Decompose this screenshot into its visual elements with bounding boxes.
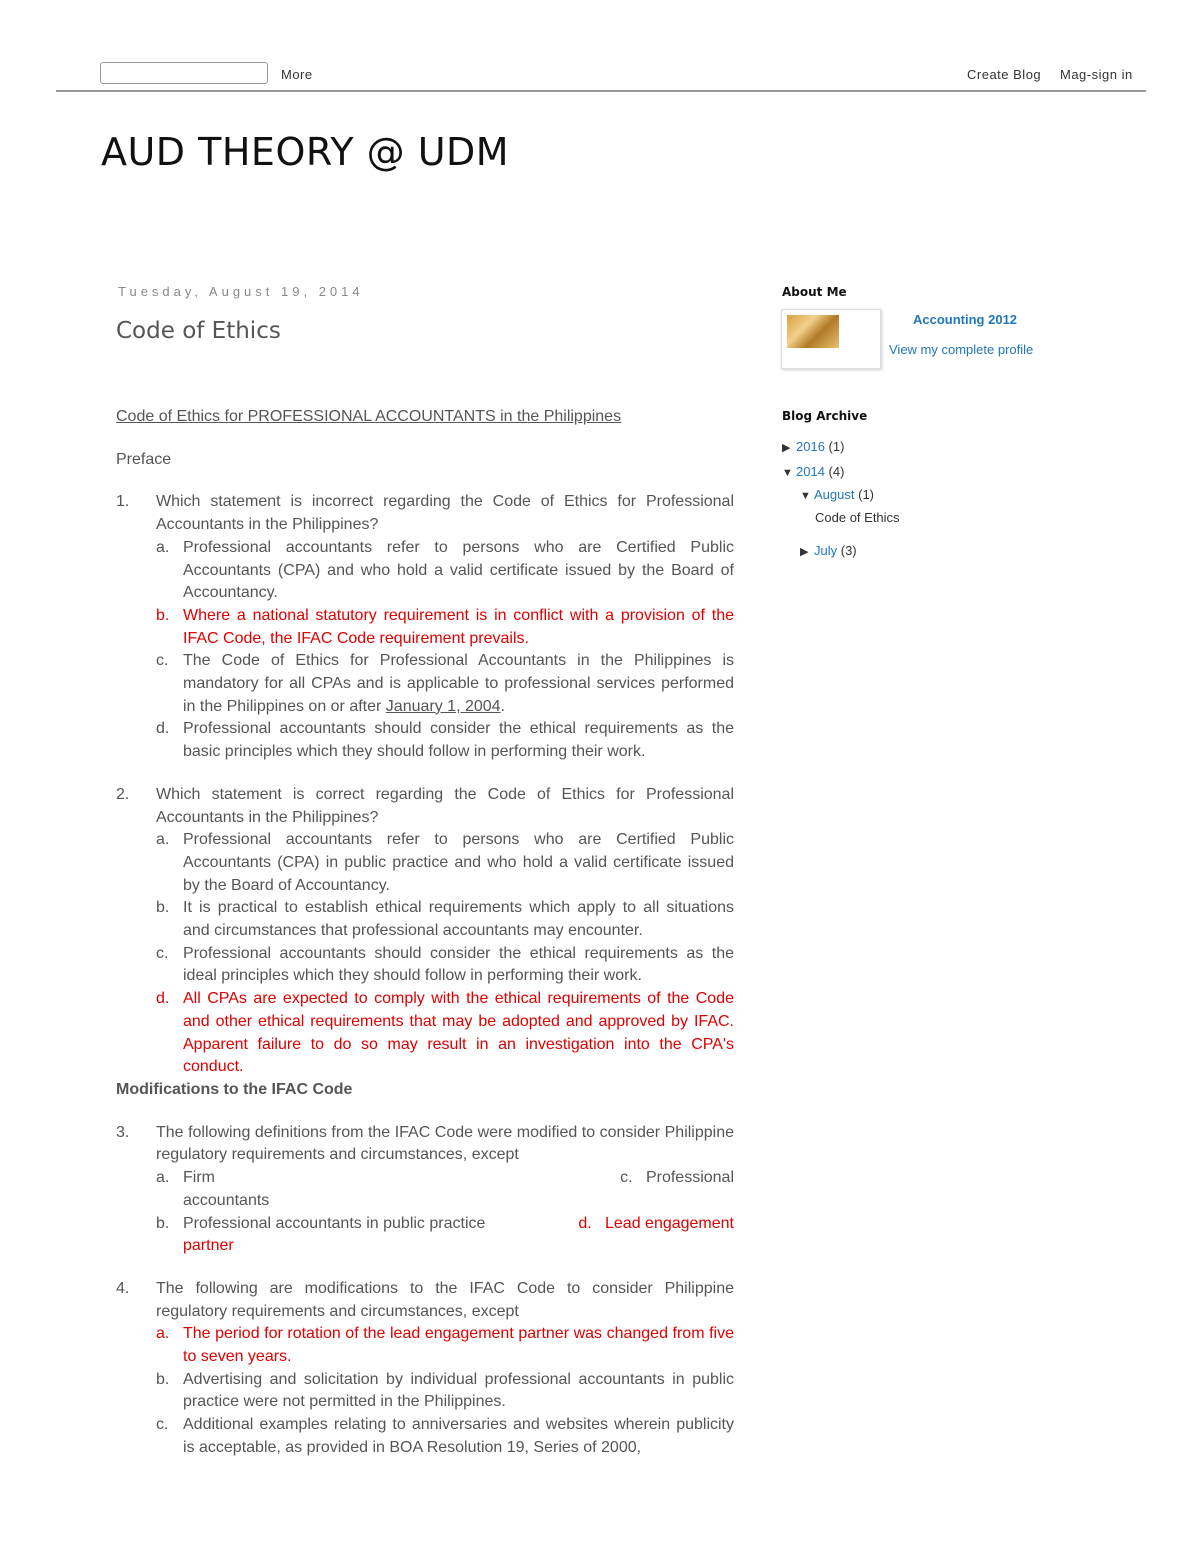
option-c-text: Professional [645, 1169, 734, 1187]
option-letter: a. [156, 1325, 170, 1343]
archive-post-link[interactable]: Code of Ethics [815, 510, 900, 525]
expand-arrow-icon[interactable]: ▶ [782, 442, 791, 454]
option-text: It is practical to establish ethical requirements which apply to all situations and circumstances that professional accountants may encounter. [183, 899, 734, 940]
option-d-continued: partner [183, 1237, 234, 1255]
option-letter: c. [156, 1416, 169, 1434]
expand-arrow-icon[interactable]: ▶ [800, 546, 809, 558]
archive-month-july[interactable] [800, 543, 857, 558]
question-number: 3. [116, 1123, 130, 1141]
question-4 [116, 1278, 734, 1460]
archive-year-label[interactable]: 2016 [796, 439, 825, 454]
preface-label: Preface [116, 450, 172, 468]
option-d [156, 718, 734, 763]
option-a [156, 537, 734, 605]
option-letter: a. [156, 1169, 170, 1187]
question-stem: Which statement is correct regarding the Code of Ethics for Professional Accountants in the Philippines? [156, 785, 734, 826]
option-text: Additional examples relating to anniversaries and websites wherein publicity is acceptable, as provided in BOA Resolution 19, Series of 2000, [183, 1416, 734, 1456]
question-number: 2. [116, 785, 130, 803]
archive-month-label[interactable]: July [814, 543, 838, 558]
post-body [116, 406, 734, 1460]
option-b [156, 897, 734, 942]
option-text: Professional accountants refer to persons who are Certified Public Accountants (CPA) and who hold a valid certificate issued by the Board of Accountancy. [183, 538, 734, 602]
view-profile-link[interactable]: View my complete profile [889, 342, 1034, 357]
question-stem: Which statement is incorrect regarding the Code of Ethics for Professional Accountants in the Philippines? [156, 493, 734, 534]
sign-in-link[interactable]: Mag-sign in [1060, 67, 1133, 82]
option-letter: a. [156, 538, 170, 556]
option-d-answer [156, 988, 734, 1079]
archive-month-label[interactable]: August [814, 487, 855, 502]
navbar [56, 60, 1146, 92]
option-row-ac [156, 1167, 734, 1212]
option-period: . [500, 697, 505, 715]
option-a-text: Firm [183, 1169, 215, 1187]
blog-title[interactable]: AUD THEORY @ UDM [101, 130, 510, 174]
more-link[interactable]: More [281, 67, 313, 82]
option-text: Professional accountants refer to persons who are Certified Public Accountants (CPA) in public practice and who hold a valid certificate issued by the Board of Accountancy. [183, 831, 734, 894]
create-blog-link[interactable]: Create Blog [967, 67, 1042, 82]
option-letter: b. [156, 899, 170, 917]
search-input[interactable] [100, 62, 268, 84]
option-letter: a. [156, 831, 170, 849]
question-number: 1. [116, 493, 130, 511]
question-stem: The following are modifications to the IFAC Code to consider Philippine regulatory requirements and circumstances, except [156, 1279, 734, 1320]
option-text: Advertising and solicitation by individual professional accountants in public practice were not permitted in the Philippines. [183, 1370, 734, 1411]
option-a-answer [156, 1323, 734, 1368]
option-a [156, 829, 734, 897]
option-row-bd [156, 1213, 734, 1258]
option-letter: d. [156, 720, 170, 738]
archive-count: (4) [828, 464, 845, 479]
post-date: Tuesday, August 19, 2014 [118, 284, 364, 299]
option-text: The Code of Ethics for Professional Accountants in the Philippines is mandatory for all CPAs and is applicable to professional services performed in the Philippines on or after [183, 652, 734, 715]
option-letter: b. [156, 606, 170, 624]
option-date: January 1, 2004 [385, 697, 501, 715]
option-letter: d. [578, 1214, 592, 1232]
profile-name-link[interactable]: Accounting 2012 [913, 312, 1018, 327]
archive-year-label[interactable]: 2014 [796, 464, 825, 479]
question-1 [116, 491, 734, 763]
question-number: 4. [116, 1279, 130, 1297]
blog-archive-heading: Blog Archive [782, 409, 868, 423]
option-b-text: Professional accountants in public practice [183, 1214, 486, 1232]
collapse-arrow-icon[interactable]: ▼ [800, 490, 811, 502]
question-3 [116, 1122, 734, 1258]
section-heading: Modifications to the IFAC Code [116, 1080, 353, 1098]
option-text: All CPAs are expected to comply with the ethical requirements of the Code and other ethical requirements that may be adopted and approved by IFAC. Apparent failure to do so may result in an investigation into the CPA's conduct. [183, 990, 734, 1076]
option-text: Professional accountants should consider the ethical requirements as the ideal principles which they should follow in performing their work. [183, 944, 734, 985]
about-me-heading: About Me [782, 285, 847, 299]
option-c-continued: accountants [183, 1191, 270, 1209]
archive-count: (1) [828, 439, 845, 454]
option-c [156, 650, 734, 718]
avatar[interactable] [787, 315, 839, 348]
collapse-arrow-icon[interactable]: ▼ [782, 467, 793, 479]
option-letter: d. [156, 990, 170, 1008]
archive-year-2016[interactable] [782, 439, 844, 454]
option-c [156, 1414, 734, 1459]
question-stem: The following definitions from the IFAC Code were modified to consider Philippine regulatory requirements and circumstances, except [156, 1123, 734, 1164]
option-c [156, 943, 734, 988]
archive-year-2014[interactable] [782, 464, 844, 479]
option-letter: b. [156, 1214, 170, 1232]
post-title[interactable]: Code of Ethics [116, 318, 281, 344]
option-text: Where a national statutory requirement is in conflict with a provision of the IFAC Code, the IFAC Code requirement prevails. [183, 606, 734, 647]
option-d-answer-text: Lead engagement [605, 1214, 734, 1232]
post-heading: Code of Ethics for PROFESSIONAL ACCOUNTANTS in the Philippines [116, 408, 622, 425]
archive-count: (1) [858, 487, 874, 502]
option-letter: c. [620, 1169, 633, 1187]
option-letter: b. [156, 1370, 170, 1388]
archive-count: (3) [840, 543, 857, 558]
option-letter: c. [156, 652, 169, 670]
option-letter: c. [156, 944, 169, 962]
avatar-frame[interactable] [781, 309, 881, 369]
option-text: Professional accountants should consider the ethical requirements as the basic principles which they should follow in performing their work. [183, 720, 734, 761]
option-b [156, 1369, 734, 1414]
archive-month-august[interactable] [800, 487, 874, 502]
option-text: The period for rotation of the lead engagement partner was changed from five to seven years. [183, 1325, 734, 1366]
option-b-answer [156, 605, 734, 650]
question-2 [116, 784, 734, 1079]
